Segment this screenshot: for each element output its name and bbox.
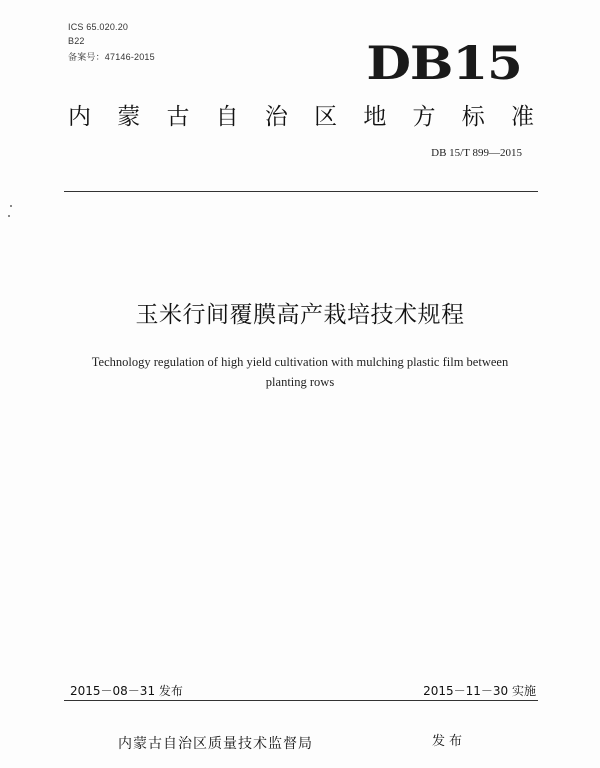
publish-date: 2015－08－31 发布 bbox=[70, 684, 183, 698]
db15-logo: DB15 bbox=[366, 36, 522, 90]
standard-title-char: 方 bbox=[412, 104, 436, 130]
standard-title-char: 治 bbox=[264, 104, 288, 130]
standard-title-char: 自 bbox=[215, 104, 239, 130]
document-title: 玉米行间覆膜高产栽培技术规程 bbox=[135, 302, 465, 328]
standard-title-char: 蒙 bbox=[117, 104, 141, 130]
classification-code: B22 bbox=[68, 36, 85, 46]
issuing-authority: 内蒙古自治区质量技术监督局 bbox=[118, 736, 313, 752]
standard-category-title bbox=[68, 98, 534, 131]
record-number: 备案号：47146-2015 bbox=[68, 52, 155, 62]
implement-date: 2015－11－30 实施 bbox=[423, 684, 536, 698]
standard-title-char: 标 bbox=[461, 104, 485, 130]
subtitle-line-2: planting rows bbox=[265, 375, 335, 389]
standard-title-char: 内 bbox=[68, 104, 91, 130]
document-subtitle bbox=[60, 352, 540, 392]
scan-speck bbox=[8, 215, 10, 217]
standard-title-char: 地 bbox=[363, 104, 387, 130]
top-divider bbox=[64, 191, 538, 192]
standard-number: DB 15/T 899—2015 bbox=[431, 147, 522, 159]
scan-speck bbox=[10, 205, 12, 207]
standard-title-char: 准 bbox=[510, 104, 534, 130]
standard-title-char: 古 bbox=[166, 104, 190, 130]
standard-title-char: 区 bbox=[314, 104, 338, 130]
ics-code: ICS 65.020.20 bbox=[68, 22, 129, 32]
issue-label: 发布 bbox=[432, 734, 467, 749]
subtitle-line-1: Technology regulation of high yield cultivation with mulching plastic film between bbox=[91, 355, 509, 369]
bottom-divider bbox=[64, 700, 538, 701]
